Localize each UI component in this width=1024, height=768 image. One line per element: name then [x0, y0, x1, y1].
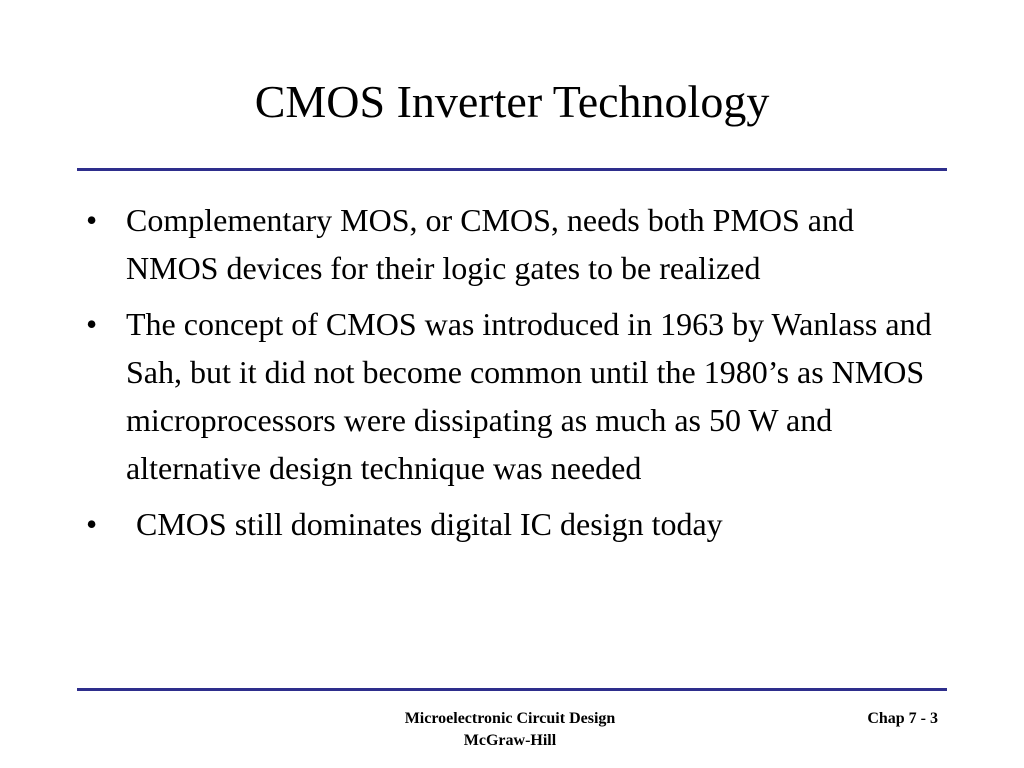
bullet-text: Complementary MOS, or CMOS, needs both PMOS and NMOS devices for their logic gates to be realized [126, 202, 854, 286]
bullet-marker: • [86, 506, 98, 542]
footer-page-number: Chap 7 - 3 [867, 710, 938, 727]
bullet-item [86, 300, 946, 492]
slide-title: CMOS Inverter Technology [254, 76, 770, 127]
bottom-divider [77, 688, 947, 691]
bullet-list [86, 196, 946, 556]
footer-publisher: McGraw-Hill [463, 732, 557, 749]
bullet-marker: • [86, 202, 98, 238]
footer-book-title: Microelectronic Circuit Design [404, 710, 616, 727]
footer-source [340, 708, 680, 752]
bullet-text: The concept of CMOS was introduced in 1963 by Wanlass and Sah, but it did not become common until the 1980’s as NMOS microprocessors were dissipating as much as 50 W and alternative design technique was needed [126, 306, 932, 486]
bullet-item [86, 196, 946, 292]
bullet-item [86, 500, 946, 548]
bullet-marker: • [86, 306, 98, 342]
top-divider [77, 168, 947, 171]
bullet-text: CMOS still dominates digital IC design today [136, 506, 723, 542]
